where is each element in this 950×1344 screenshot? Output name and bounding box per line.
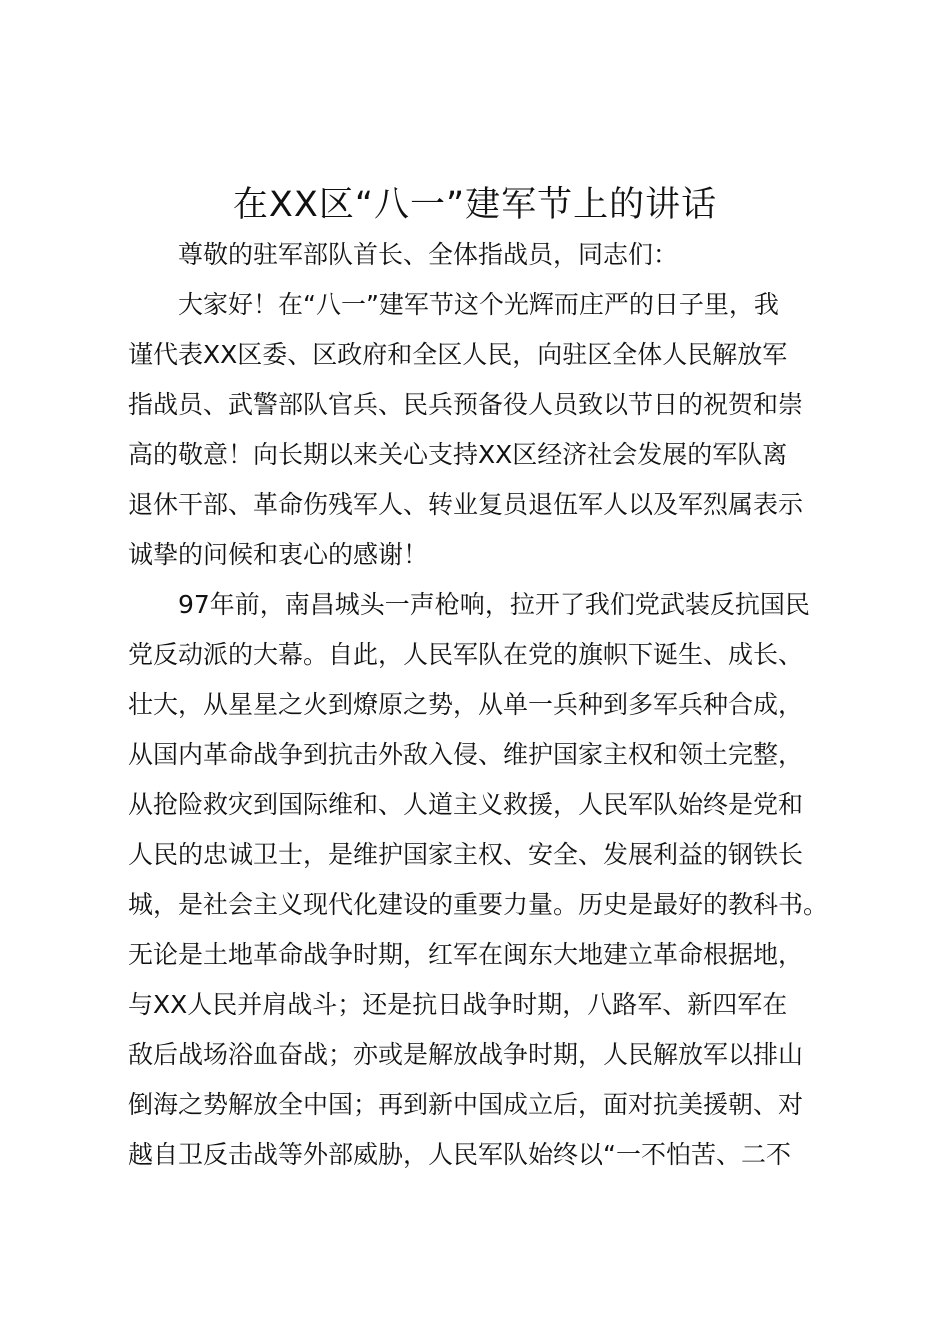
paragraph-line: 指战员、武警部队官兵、民兵预备役人员致以节日的祝贺和崇 <box>128 390 804 419</box>
paragraph-line: 与XX人民并肩战斗；还是抗日战争时期，八路军、新四军在 <box>128 990 788 1019</box>
paragraph-line: 城，是社会主义现代化建设的重要力量。历史是最好的教科书。 <box>128 890 829 919</box>
paragraph-line: 敌后战场浴血奋战；亦或是解放战争时期，人民解放军以排山 <box>128 1040 804 1069</box>
paragraph-line: 97年前，南昌城头一声枪响，拉开了我们党武装反抗国民 <box>178 590 810 619</box>
paragraph-line: 倒海之势解放全中国；再到新中国成立后，面对抗美援朝、对 <box>128 1090 804 1119</box>
document-title: 在XX区“八一”建军节上的讲话 <box>232 185 718 225</box>
paragraph-line: 退休干部、革命伤残军人、转业复员退伍军人以及军烈属表示 <box>128 490 804 519</box>
paragraph-line: 高的敬意！向长期以来关心支持XX区经济社会发展的军队离 <box>128 440 788 469</box>
paragraph-line: 大家好！在“八一”建军节这个光辉而庄严的日子里，我 <box>178 290 779 319</box>
paragraph-line: 无论是土地革命战争时期，红军在闽东大地建立革命根据地， <box>128 940 804 969</box>
paragraph-line: 人民的忠诚卫士，是维护国家主权、安全、发展利益的钢铁长 <box>128 840 804 869</box>
paragraph-line: 党反动派的大幕。自此，人民军队在党的旗帜下诞生、成长、 <box>128 640 804 669</box>
paragraph-line: 从国内革命战争到抗击外敌入侵、维护国家主权和领土完整， <box>128 740 804 769</box>
paragraph-line: 越自卫反击战等外部威胁，人民军队始终以“一不怕苦、二不 <box>128 1140 791 1169</box>
salutation-line: 尊敬的驻军部队首长、全体指战员，同志们： <box>178 240 679 269</box>
paragraph-line: 诚挚的问候和衷心的感谢！ <box>128 540 429 569</box>
paragraph-line: 从抢险救灾到国际维和、人道主义救援，人民军队始终是党和 <box>128 790 804 819</box>
paragraph-line: 谨代表XX区委、区政府和全区人民，向驻区全体人民解放军 <box>128 340 788 369</box>
paragraph-line: 壮大，从星星之火到燎原之势，从单一兵种到多军兵种合成， <box>128 690 804 719</box>
